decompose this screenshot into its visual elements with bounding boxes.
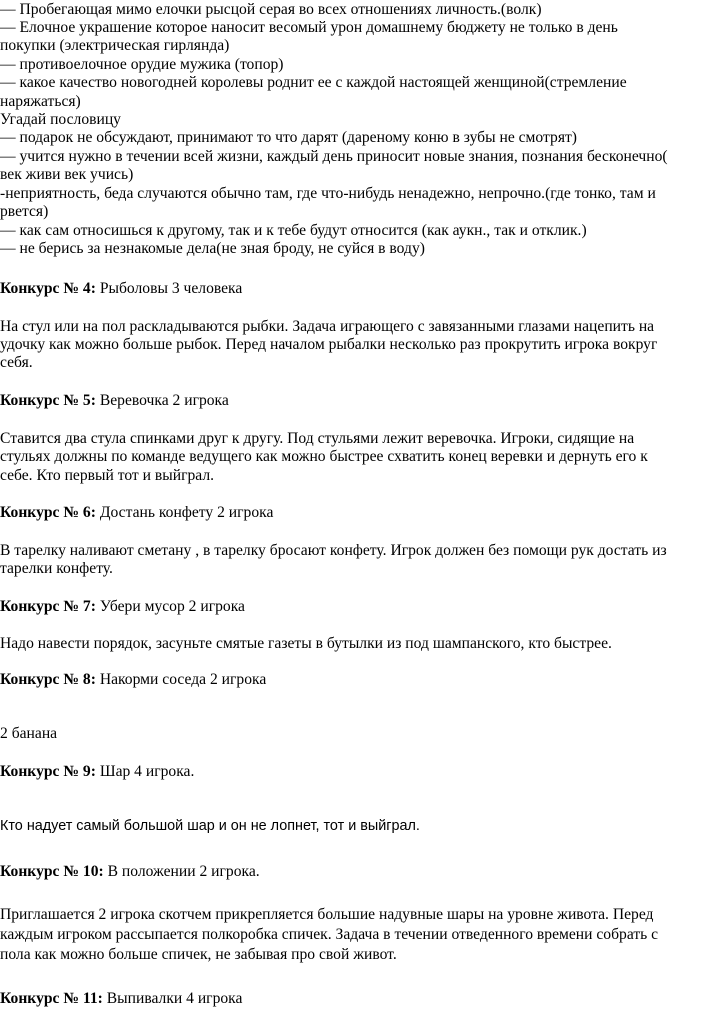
contest-label: Конкурс № 4:	[0, 280, 96, 297]
contest-label: Конкурс № 9:	[0, 763, 96, 780]
contest-text: каждым игроком рассыпается полкоробка спичек. Задача в течении отведенного времени собрать с	[0, 926, 659, 943]
contest-heading	[0, 391, 704, 410]
contest-label: Конкурс № 6:	[0, 504, 96, 521]
contest-title: Выпивалки 4 игрока	[102, 990, 243, 1007]
contest-title: Веревочка 2 игрока	[95, 392, 229, 409]
contest-title: Достань конфету 2 игрока	[95, 504, 274, 521]
contest-label: Конкурс № 8:	[0, 671, 96, 688]
contest-title: В положении 2 игрока.	[103, 863, 260, 880]
proverb-line: — учится нужно в течении всей жизни, каждый день приносит новые знания, познания бесконечно(	[0, 148, 668, 165]
riddle-line: покупки (электрическая гирлянда)	[0, 37, 230, 54]
contest-text: тарелки конфету.	[0, 560, 113, 577]
contest-label: Конкурс № 10:	[0, 863, 104, 880]
proverb-line: — не берись за незнакомые дела(не зная броду, не суйся в воду)	[0, 240, 425, 257]
proverb-line: -неприятность, беда случаются обычно там, где что-нибудь ненадежно, непрочно.(где тонко, там и	[0, 185, 656, 202]
riddle-line: — Елочное украшение которое наносит весомый урон домашнему бюджету не только в день	[0, 19, 618, 36]
proverb-line: век живи век учись)	[0, 166, 134, 183]
riddle-line: — противоелочное орудие мужика (топор)	[0, 56, 284, 73]
contest-heading	[0, 762, 704, 781]
contest-heading	[0, 597, 704, 616]
proverb-line: — как сам относишься к другому, так и к тебе будут относится (как аукн., так и отклик.)	[0, 222, 587, 239]
contest-text: В тарелку наливают сметану , в тарелку бросают конфету. Игрок должен без помощи рук достать из	[0, 542, 667, 559]
contest-text: 2 банана	[0, 725, 58, 742]
proverb-line: рвется)	[0, 203, 49, 220]
contest-text: себя.	[0, 354, 33, 371]
contest-text: На стул или на пол раскладываются рыбки. Задача играющего с завязанными глазами нацепить на	[0, 318, 655, 335]
section-heading: Угадай пословицу	[0, 111, 121, 128]
proverb-line: — подарок не обсуждают, принимают то что дарят (дареному коню в зубы не смотрят)	[0, 129, 577, 146]
riddle-line: наряжаться)	[0, 93, 81, 110]
contest-title: Накорми соседа 2 игрока	[95, 671, 267, 688]
contest-heading	[0, 279, 704, 298]
contest-text: стульях должны по команде ведущего как можно быстрее схватить конец веревки и дернуть его к	[0, 448, 648, 465]
contest-title: Убери мусор 2 игрока	[95, 598, 245, 615]
contest-title: Шар 4 игрока.	[95, 763, 195, 780]
contest-text: Кто надует самый большой шар и он не лопнет, тот и выйграл.	[0, 818, 420, 834]
contest-label: Конкурс № 7:	[0, 598, 96, 615]
contest-text: Приглашается 2 игрока скотчем прикрепляется большие надувные шары на уровне живота. Перед	[0, 906, 654, 923]
contest-title: Рыболовы 3 человека	[95, 280, 243, 297]
riddle-line: — Пробегающая мимо елочки рысцой серая во всех отношениях личность.(волк)	[0, 1, 542, 18]
contest-heading	[0, 862, 704, 881]
contest-text: Надо навести порядок, засуньте смятые газеты в бутылки из под шампанского, кто быстрее.	[0, 635, 612, 652]
contest-text: Ставится два стула спинками друг к другу. Под стульями лежит веревочка. Игроки, сидящие на	[0, 430, 635, 447]
contest-heading	[0, 670, 704, 689]
contest-label: Конкурс № 5:	[0, 392, 96, 409]
contest-label: Конкурс № 11:	[0, 990, 103, 1007]
contest-heading	[0, 503, 704, 522]
contest-text: пола как можно больше спичек, не забывая про свой живот.	[0, 946, 397, 963]
contest-text: удочку как можно больше рыбок. Перед началом рыбалки несколько раз прокрутить игрока вокруг	[0, 336, 658, 353]
riddle-line: — какое качество новогодней королевы роднит ее с каждой настоящей женщиной(стремление	[0, 74, 627, 91]
contest-heading	[0, 989, 704, 1008]
contest-text: себе. Кто первый тот и выйграл.	[0, 467, 215, 484]
